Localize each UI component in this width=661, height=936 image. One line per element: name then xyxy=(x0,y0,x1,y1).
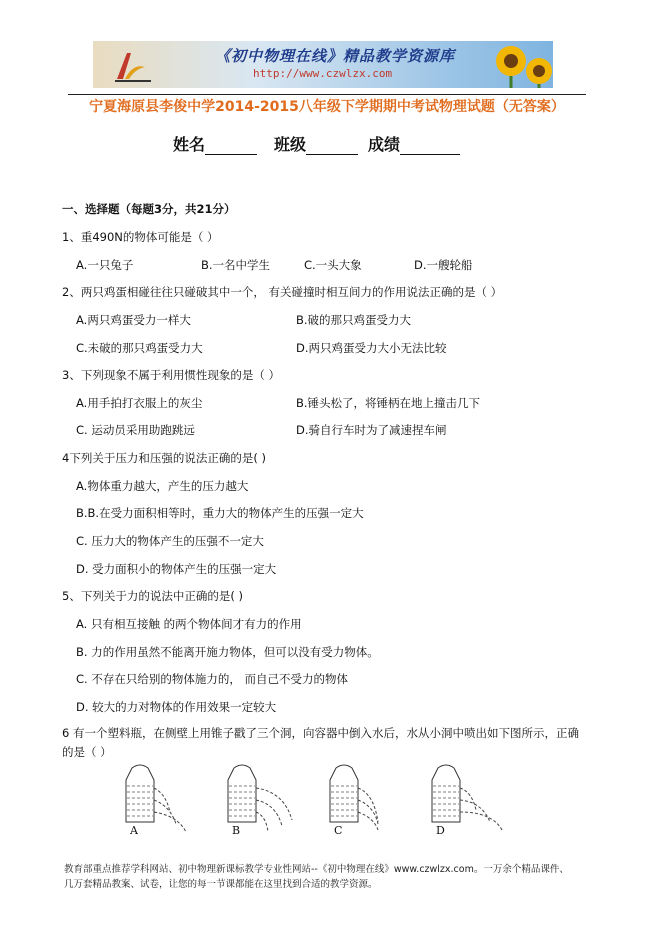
footer-line-1: 教育部重点推荐学科网站、初中物理新课标教学专业性网站--《初中物理在线》www.czwlzx.com。一万余个精品课件、 xyxy=(64,864,569,875)
question-2-option-a[interactable]: A.两只鸡蛋受力一样大 xyxy=(76,313,191,327)
question-1-stem: 1、重490N的物体可能是（ ） xyxy=(62,230,219,244)
figure-label-b: B xyxy=(232,824,241,837)
figure-option-d xyxy=(432,765,502,830)
question-4-option-b[interactable]: B.B.在受力面积相等时，重力大的物体产生的压强一定大 xyxy=(76,506,364,520)
name-label: 姓名 xyxy=(173,135,206,154)
score-field[interactable] xyxy=(368,132,460,155)
question-5-stem: 5、下列关于力的说法中正确的是( ) xyxy=(62,589,243,603)
banner-brand-text: 《初中物理在线》精品教学资源库 xyxy=(215,47,456,65)
figure-option-a xyxy=(126,765,186,832)
question-2-stem: 2、两只鸡蛋相碰往往只碰破其中一个， 有关碰撞时相互间力的作用说法正确的是（ ） xyxy=(62,285,503,299)
name-field[interactable] xyxy=(173,132,257,155)
figure-option-b xyxy=(228,765,292,832)
question-6-figure xyxy=(108,764,508,840)
figure-label-a: A xyxy=(130,824,138,837)
question-2-option-d[interactable]: D.两只鸡蛋受力大小无法比较 xyxy=(296,341,447,355)
figure-option-c xyxy=(330,765,378,830)
score-blank[interactable] xyxy=(400,137,460,155)
question-1-option-b[interactable]: B.一名中学生 xyxy=(201,258,271,272)
site-logo-icon xyxy=(111,45,155,85)
question-4-stem: 4下列关于压力和压强的说法正确的是( ) xyxy=(62,451,266,465)
class-field[interactable] xyxy=(274,132,358,155)
figure-label-d: D xyxy=(436,824,445,837)
section-heading: 一、选择题（每题3分，共21分） xyxy=(62,202,236,216)
score-label: 成绩 xyxy=(368,135,401,154)
question-3-option-d[interactable]: D.骑自行车时为了减速捏车闸 xyxy=(296,423,447,437)
question-5-option-a[interactable]: A. 只有相互接触 的两个物体间才有力的作用 xyxy=(76,617,302,631)
question-6-stem-line2: 的是（ ） xyxy=(62,745,112,759)
question-3-option-c[interactable]: C. 运动员采用助跑跳远 xyxy=(76,423,195,437)
question-1-option-c[interactable]: C.一头大象 xyxy=(304,258,362,272)
question-4-option-c[interactable]: C. 压力大的物体产生的压强不一定大 xyxy=(76,534,264,548)
class-blank[interactable] xyxy=(306,137,358,155)
question-5-option-c[interactable]: C. 不存在只给别的物体施力的， 而自己不受力的物体 xyxy=(76,672,348,686)
question-2-option-c[interactable]: C.未破的那只鸡蛋受力大 xyxy=(76,341,203,355)
question-1-option-d[interactable]: D.一艘轮船 xyxy=(414,258,473,272)
page-footer xyxy=(64,862,604,892)
question-3-stem: 3、下列现象不属于利用惯性现象的是（ ） xyxy=(62,368,280,382)
exam-title: 宁夏海原县李俊中学2014-2015八年级下学期期中考试物理试题（无答案） xyxy=(89,99,565,115)
banner-url[interactable]: http://www.czwlzx.com xyxy=(253,67,393,80)
question-5-option-d[interactable]: D. 较大的力对物体的作用效果一定较大 xyxy=(76,700,277,714)
question-2-option-b[interactable]: B.破的那只鸡蛋受力大 xyxy=(296,313,412,327)
question-1-option-a[interactable]: A.一只兔子 xyxy=(76,258,134,272)
question-5-option-b[interactable]: B. 力的作用虽然不能离开施力物体，但可以没有受力物体。 xyxy=(76,645,379,659)
figure-label-c: C xyxy=(334,824,343,837)
question-3-option-b[interactable]: B.锤头松了，将锤柄在地上撞击几下 xyxy=(296,396,481,410)
name-blank[interactable] xyxy=(205,137,257,155)
sunflower-icon xyxy=(481,41,553,88)
header-banner xyxy=(93,41,553,88)
question-4-option-a[interactable]: A.物体重力越大，产生的压力越大 xyxy=(76,479,249,493)
header-divider xyxy=(68,94,586,95)
footer-line-2: 几万套精品教案、试卷，让您的每一节课都能在这里找到合适的教学资源。 xyxy=(64,879,378,890)
class-label: 班级 xyxy=(274,135,307,154)
question-4-option-d[interactable]: D. 受力面积小的物体产生的压强一定大 xyxy=(76,562,277,576)
question-6-stem-line1: 6 有一个塑料瓶，在侧壁上用锥子戳了三个洞，向容器中倒入水后，水从小洞中喷出如下图所示，正确 xyxy=(62,726,579,740)
question-3-option-a[interactable]: A.用手拍打衣服上的灰尘 xyxy=(76,396,203,410)
